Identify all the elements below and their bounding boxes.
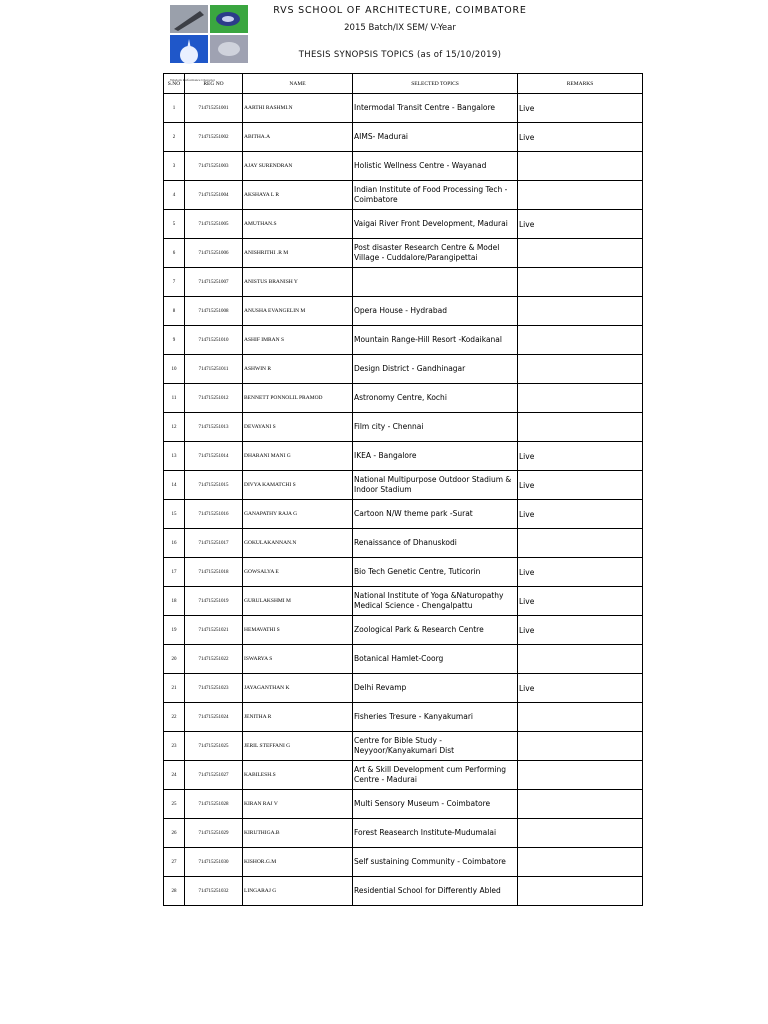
- row-sno: 23: [164, 732, 185, 761]
- row-topic: Zoological Park & Research Centre: [353, 616, 518, 645]
- table-row: [164, 210, 643, 239]
- table-row: [164, 703, 643, 732]
- row-sno: 14: [164, 471, 185, 500]
- table-row: [164, 500, 643, 529]
- row-name: DHARANI MANI G: [243, 442, 353, 471]
- table-row: [164, 645, 643, 674]
- document-title: THESIS SYNOPSIS TOPICS (as of 15/10/2019): [298, 50, 502, 60]
- row-name: JAYAGANTHAN K: [243, 674, 353, 703]
- row-name: DEVAYANI S: [243, 413, 353, 442]
- row-name: KIRAN RAJ V: [243, 790, 353, 819]
- row-topic: Intermodal Transit Centre - Bangalore: [353, 94, 518, 123]
- row-remarks: [518, 877, 643, 906]
- row-reg-no: 714715251005: [185, 210, 243, 239]
- row-topic: Botanical Hamlet-Coorg: [353, 645, 518, 674]
- row-topic: Delhi Revamp: [353, 674, 518, 703]
- row-topic: Multi Sensory Museum - Coimbatore: [353, 790, 518, 819]
- row-name: GANAPATHY RAJA G: [243, 500, 353, 529]
- table-row: [164, 326, 643, 355]
- row-name: KIRUTHIGA.B: [243, 819, 353, 848]
- row-sno: 16: [164, 529, 185, 558]
- row-topic: [353, 268, 518, 297]
- row-name: LINGARAJ G: [243, 877, 353, 906]
- row-reg-no: 714715251003: [185, 152, 243, 181]
- row-remarks: Live: [518, 442, 643, 471]
- row-reg-no: 714715251014: [185, 442, 243, 471]
- row-reg-no: 714715251016: [185, 500, 243, 529]
- table-row: [164, 529, 643, 558]
- row-topic: Self sustaining Community - Coimbatore: [353, 848, 518, 877]
- row-name: BENNETT PONNOLIL PRAMOD: [243, 384, 353, 413]
- row-sno: 28: [164, 877, 185, 906]
- row-sno: 24: [164, 761, 185, 790]
- row-topic: Opera House - Hydrabad: [353, 297, 518, 326]
- table-row: [164, 355, 643, 384]
- row-remarks: Live: [518, 500, 643, 529]
- row-name: GOKULAKANNAN.N: [243, 529, 353, 558]
- row-sno: 2: [164, 123, 185, 152]
- row-reg-no: 714715251024: [185, 703, 243, 732]
- row-remarks: [518, 790, 643, 819]
- table-row: [164, 616, 643, 645]
- row-topic: Indian Institute of Food Processing Tech - Coimbatore: [353, 181, 518, 210]
- row-topic: Renaissance of Dhanuskodi: [353, 529, 518, 558]
- row-name: JENITHA R: [243, 703, 353, 732]
- row-sno: 25: [164, 790, 185, 819]
- row-remarks: [518, 732, 643, 761]
- row-name: GOWSALYA E: [243, 558, 353, 587]
- table-row: [164, 848, 643, 877]
- table-row: [164, 790, 643, 819]
- row-reg-no: 714715251008: [185, 297, 243, 326]
- header-name: NAME: [243, 74, 353, 94]
- row-topic: Art & Skill Development cum Performing Centre - Madurai: [353, 761, 518, 790]
- row-remarks: [518, 297, 643, 326]
- row-topic: National Multipurpose Outdoor Stadium & Indoor Stadium: [353, 471, 518, 500]
- row-sno: 6: [164, 239, 185, 268]
- row-reg-no: 714715251032: [185, 877, 243, 906]
- row-sno: 19: [164, 616, 185, 645]
- row-sno: 17: [164, 558, 185, 587]
- row-reg-no: 714715251004: [185, 181, 243, 210]
- logo-caption: Wisdom Performance Character: [170, 78, 215, 82]
- row-sno: 20: [164, 645, 185, 674]
- table-row: [164, 732, 643, 761]
- row-reg-no: 714715251018: [185, 558, 243, 587]
- row-remarks: Live: [518, 587, 643, 616]
- row-reg-no: 714715251028: [185, 790, 243, 819]
- row-remarks: Live: [518, 210, 643, 239]
- row-remarks: [518, 181, 643, 210]
- row-topic: Centre for Bible Study - Neyyoor/Kanyakumari Dist: [353, 732, 518, 761]
- row-sno: 11: [164, 384, 185, 413]
- table-row: [164, 442, 643, 471]
- row-sno: 13: [164, 442, 185, 471]
- row-reg-no: 714715251006: [185, 239, 243, 268]
- row-remarks: [518, 848, 643, 877]
- row-name: JERIL STEFFANI G: [243, 732, 353, 761]
- table-row: [164, 587, 643, 616]
- row-sno: 22: [164, 703, 185, 732]
- row-reg-no: 714715251001: [185, 94, 243, 123]
- row-name: ISWARYA S: [243, 645, 353, 674]
- row-sno: 5: [164, 210, 185, 239]
- table-row: [164, 152, 643, 181]
- row-remarks: Live: [518, 616, 643, 645]
- thesis-topics-table: [163, 73, 643, 906]
- row-reg-no: 714715251030: [185, 848, 243, 877]
- table-row: [164, 239, 643, 268]
- row-name: KABILESH.S: [243, 761, 353, 790]
- row-reg-no: 714715251012: [185, 384, 243, 413]
- row-reg-no: 714715251015: [185, 471, 243, 500]
- row-topic: AIMS- Madurai: [353, 123, 518, 152]
- row-reg-no: 714715251002: [185, 123, 243, 152]
- row-sno: 15: [164, 500, 185, 529]
- row-name: ANISHRITHI .R M: [243, 239, 353, 268]
- table-body: [164, 94, 643, 906]
- row-sno: 10: [164, 355, 185, 384]
- row-name: HEMAVATHI S: [243, 616, 353, 645]
- row-reg-no: 714715251007: [185, 268, 243, 297]
- row-sno: 1: [164, 94, 185, 123]
- table-row: [164, 268, 643, 297]
- row-sno: 12: [164, 413, 185, 442]
- header-sno: S.NO: [164, 74, 185, 94]
- table-row: [164, 558, 643, 587]
- row-name: AMUTHAN.S: [243, 210, 353, 239]
- row-name: AARTHI RASHMI.N: [243, 94, 353, 123]
- row-remarks: [518, 703, 643, 732]
- row-topic: National Institute of Yoga &Naturopathy Medical Science - Chengalpattu: [353, 587, 518, 616]
- row-topic: IKEA - Bangalore: [353, 442, 518, 471]
- header-remarks: REMARKS: [518, 74, 643, 94]
- row-topic: Film city - Chennai: [353, 413, 518, 442]
- row-remarks: [518, 268, 643, 297]
- row-name: KISHOR.G.M: [243, 848, 353, 877]
- table-row: [164, 471, 643, 500]
- table-row: [164, 761, 643, 790]
- row-reg-no: 714715251017: [185, 529, 243, 558]
- row-sno: 21: [164, 674, 185, 703]
- row-topic: Post disaster Research Centre & Model Village - Cuddalore/Parangipettai: [353, 239, 518, 268]
- row-name: GURULAKSHMI M: [243, 587, 353, 616]
- row-reg-no: 714715251029: [185, 819, 243, 848]
- row-topic: Fisheries Tresure - Kanyakumari: [353, 703, 518, 732]
- row-remarks: [518, 413, 643, 442]
- row-name: AJAY SURENDRAN: [243, 152, 353, 181]
- table-row: [164, 819, 643, 848]
- table-row: [164, 877, 643, 906]
- row-name: DIVYA KAMATCHI S: [243, 471, 353, 500]
- row-remarks: [518, 529, 643, 558]
- row-sno: 27: [164, 848, 185, 877]
- row-name: AKSHAYA L R: [243, 181, 353, 210]
- batch-info: 2015 Batch/IX SEM/ V-Year: [344, 23, 456, 33]
- row-name: ASHIF IMRAN S: [243, 326, 353, 355]
- row-remarks: [518, 239, 643, 268]
- row-topic: Bio Tech Genetic Centre, Tuticorin: [353, 558, 518, 587]
- row-topic: Cartoon N/W theme park -Surat: [353, 500, 518, 529]
- row-remarks: [518, 326, 643, 355]
- row-remarks: Live: [518, 674, 643, 703]
- row-remarks: [518, 384, 643, 413]
- row-topic: Mountain Range-Hill Resort -Kodaikanal: [353, 326, 518, 355]
- row-sno: 9: [164, 326, 185, 355]
- row-topic: Holistic Wellness Centre - Wayanad: [353, 152, 518, 181]
- row-remarks: [518, 355, 643, 384]
- row-remarks: Live: [518, 558, 643, 587]
- header-reg-no: REG NO: [185, 74, 243, 94]
- table-row: [164, 94, 643, 123]
- table-row: [164, 384, 643, 413]
- row-topic: Forest Reasearch Institute-Mudumalai: [353, 819, 518, 848]
- table-row: [164, 297, 643, 326]
- row-topic: Residential School for Differently Abled: [353, 877, 518, 906]
- row-topic: Design District - Gandhinagar: [353, 355, 518, 384]
- row-remarks: Live: [518, 94, 643, 123]
- row-reg-no: 714715251021: [185, 616, 243, 645]
- row-name: ANISTUS BRANISH Y: [243, 268, 353, 297]
- row-sno: 4: [164, 181, 185, 210]
- row-sno: 3: [164, 152, 185, 181]
- table-header-row: [164, 74, 643, 94]
- row-sno: 8: [164, 297, 185, 326]
- row-reg-no: 714715251011: [185, 355, 243, 384]
- row-sno: 7: [164, 268, 185, 297]
- row-name: ASHWIN R: [243, 355, 353, 384]
- logo-emblem-icon: [170, 5, 248, 75]
- row-reg-no: 714715251023: [185, 674, 243, 703]
- header-selected-topics: SELECTED TOPICS: [353, 74, 518, 94]
- school-name: RVS SCHOOL OF ARCHITECTURE, COIMBATORE: [273, 5, 527, 16]
- table-row: [164, 674, 643, 703]
- row-name: ABITHA.A: [243, 123, 353, 152]
- row-remarks: [518, 761, 643, 790]
- row-remarks: Live: [518, 471, 643, 500]
- row-remarks: [518, 645, 643, 674]
- row-reg-no: 714715251010: [185, 326, 243, 355]
- school-logo: [170, 5, 248, 82]
- row-reg-no: 714715251013: [185, 413, 243, 442]
- row-remarks: [518, 819, 643, 848]
- row-topic: Astronomy Centre, Kochi: [353, 384, 518, 413]
- row-topic: Vaigai River Front Development, Madurai: [353, 210, 518, 239]
- row-reg-no: 714715251022: [185, 645, 243, 674]
- row-reg-no: 714715251025: [185, 732, 243, 761]
- row-reg-no: 714715251027: [185, 761, 243, 790]
- table-row: [164, 123, 643, 152]
- table-row: [164, 181, 643, 210]
- table-row: [164, 413, 643, 442]
- row-name: ANUSHA EVANGELIN M: [243, 297, 353, 326]
- row-sno: 26: [164, 819, 185, 848]
- row-remarks: Live: [518, 123, 643, 152]
- row-remarks: [518, 152, 643, 181]
- row-sno: 18: [164, 587, 185, 616]
- row-reg-no: 714715251019: [185, 587, 243, 616]
